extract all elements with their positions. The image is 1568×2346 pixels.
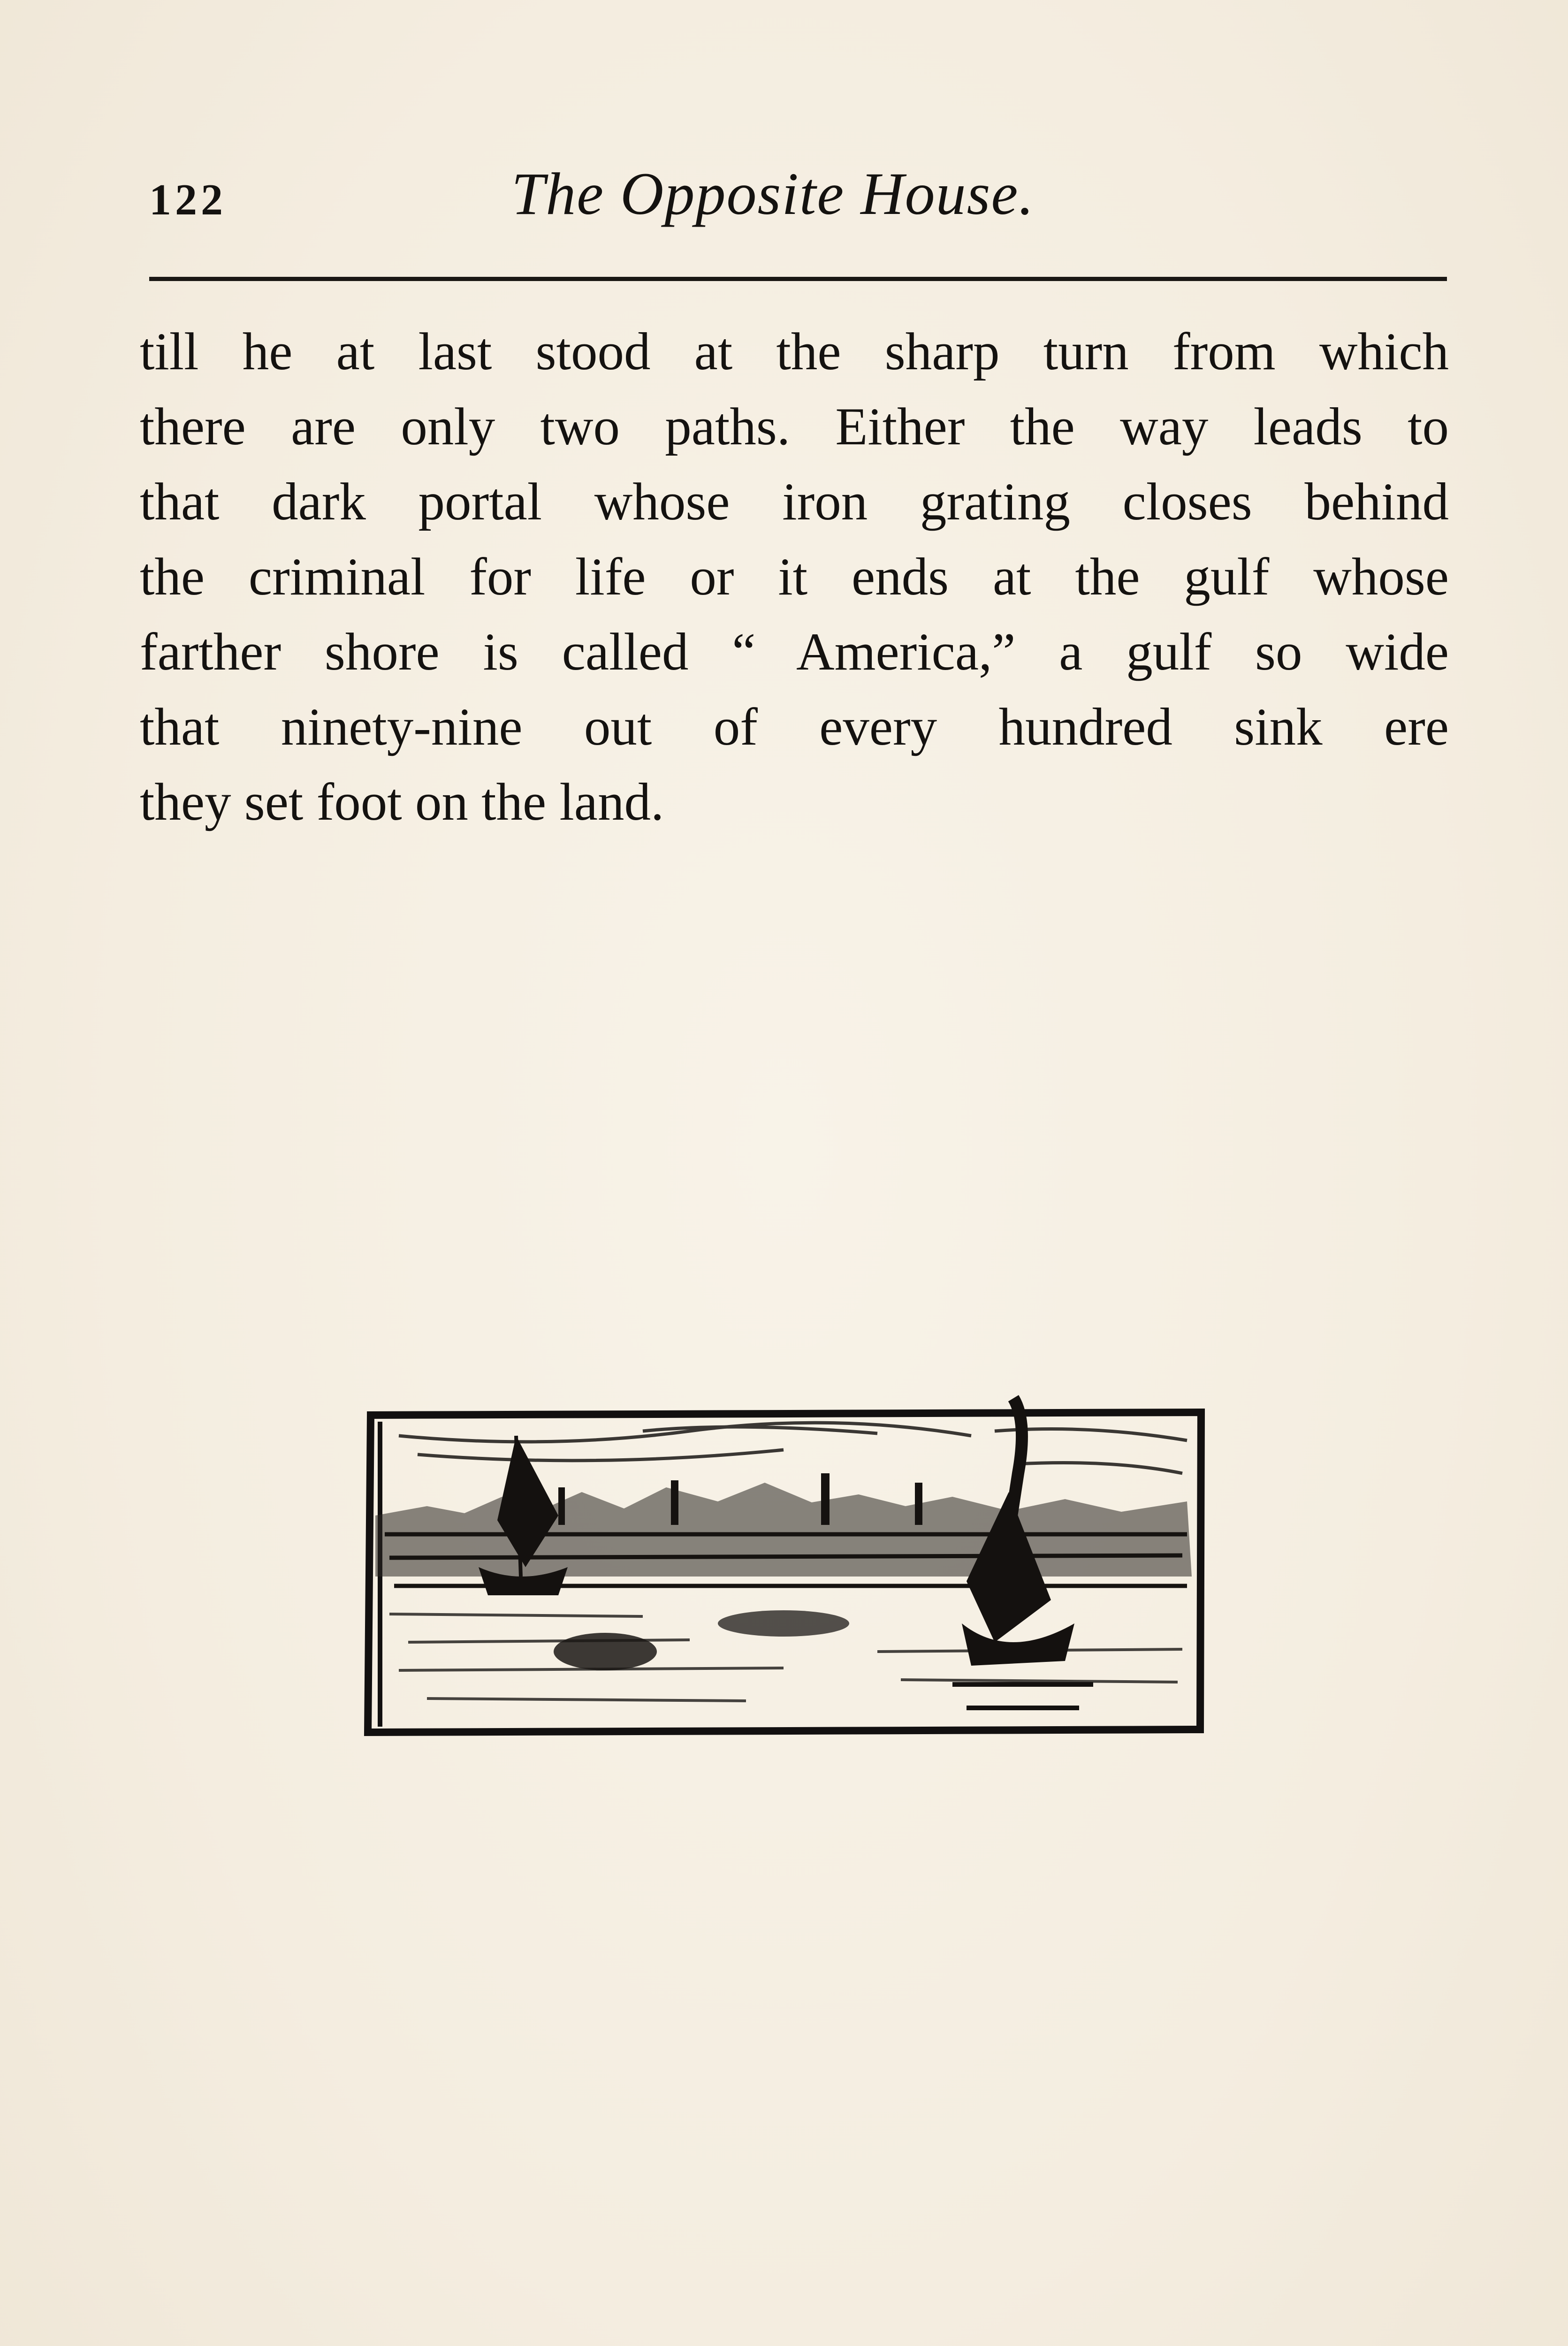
harbor-vignette-illustration	[361, 1379, 1210, 1750]
text-line: farther shore is called “ America,” a gulf so wide	[140, 623, 1449, 681]
text-line: there are only two paths. Either the way leads to	[140, 397, 1449, 456]
text-line: that dark portal whose iron grating closes behind	[140, 472, 1449, 531]
text-line: till he at last stood at the sharp turn from which	[140, 322, 1449, 381]
text-line: they set foot on the land.	[140, 773, 664, 831]
page-number: 122	[149, 175, 227, 224]
body-text	[140, 314, 1449, 840]
running-title: The Opposite House.	[511, 160, 1035, 227]
text-line: that ninety-nine out of every hundred sink ere	[140, 698, 1449, 756]
text-line: the criminal for life or it ends at the gulf whose	[140, 548, 1449, 606]
header-rule	[149, 277, 1447, 281]
